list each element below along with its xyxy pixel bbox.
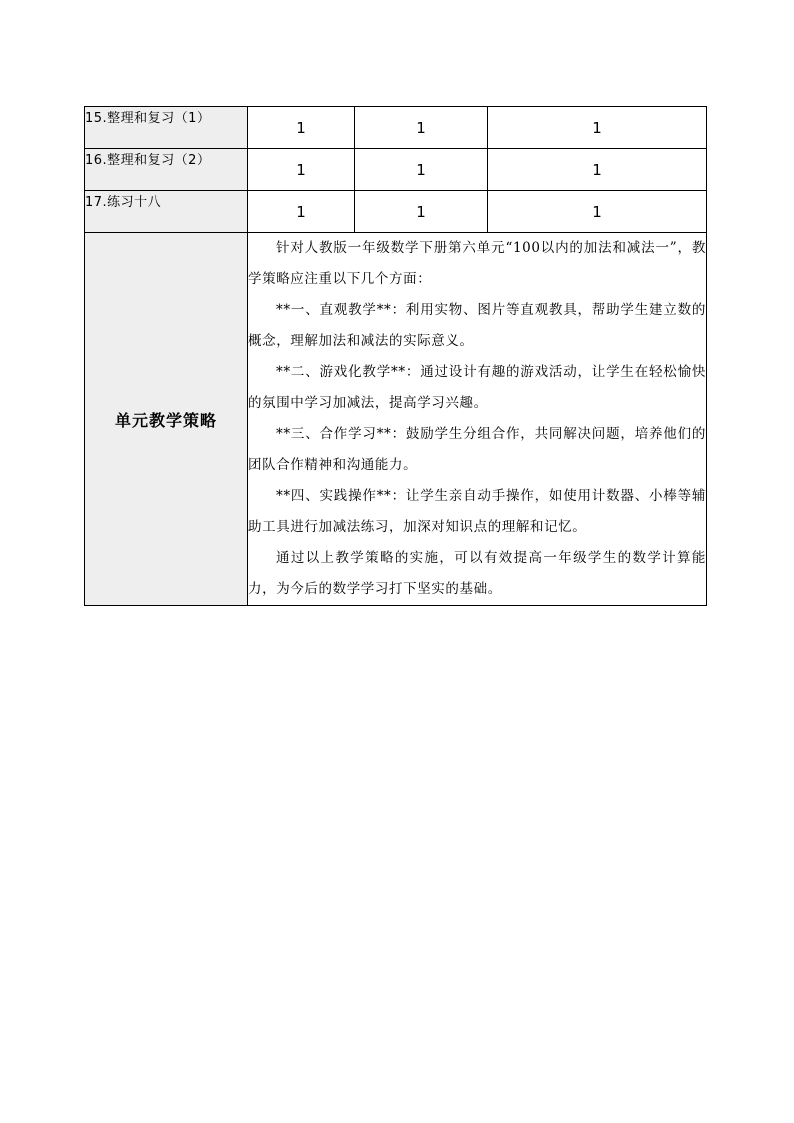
table-row <box>85 107 707 149</box>
lesson-name-cell: 15.整理和复习（1） <box>85 107 248 149</box>
hours-cell: 1 <box>355 191 488 233</box>
hours-cell: 1 <box>248 191 355 233</box>
strategy-label: 单元教学策略 <box>85 233 248 606</box>
table-row <box>85 191 707 233</box>
lesson-name-cell: 17.练习十八 <box>85 191 248 233</box>
strategy-paragraph: 针对人教版一年级数学下册第六单元“100以内的加法和减法一”，教学策略应注重以下几个方面： <box>248 240 706 287</box>
strategy-paragraph: **四、实践操作**：让学生亲自动手操作，如使用计数器、小棒等辅助工具进行加减法练习，加深对知识点的理解和记忆。 <box>248 488 706 535</box>
strategy-row <box>85 233 707 606</box>
hours-cell: 1 <box>488 149 707 191</box>
hours-cell: 1 <box>488 107 707 149</box>
hours-cell: 1 <box>355 107 488 149</box>
hours-cell: 1 <box>488 191 707 233</box>
lesson-name-cell: 16.整理和复习（2） <box>85 149 248 191</box>
strategy-paragraph: **一、直观教学**：利用实物、图片等直观教具，帮助学生建立数的概念，理解加法和减法的实际意义。 <box>248 302 706 349</box>
strategy-paragraph: **二、游戏化教学**：通过设计有趣的游戏活动，让学生在轻松愉快的氛围中学习加减法，提高学习兴趣。 <box>248 364 706 411</box>
strategy-paragraph: 通过以上教学策略的实施，可以有效提高一年级学生的数学计算能力，为今后的数学学习打下坚实的基础。 <box>248 550 706 597</box>
hours-cell: 1 <box>355 149 488 191</box>
lesson-plan-table <box>84 106 707 606</box>
hours-cell: 1 <box>248 107 355 149</box>
strategy-content <box>248 233 707 606</box>
strategy-paragraph: **三、合作学习**：鼓励学生分组合作，共同解决问题，培养他们的团队合作精神和沟通能力。 <box>248 426 706 473</box>
hours-cell: 1 <box>248 149 355 191</box>
table-row <box>85 149 707 191</box>
